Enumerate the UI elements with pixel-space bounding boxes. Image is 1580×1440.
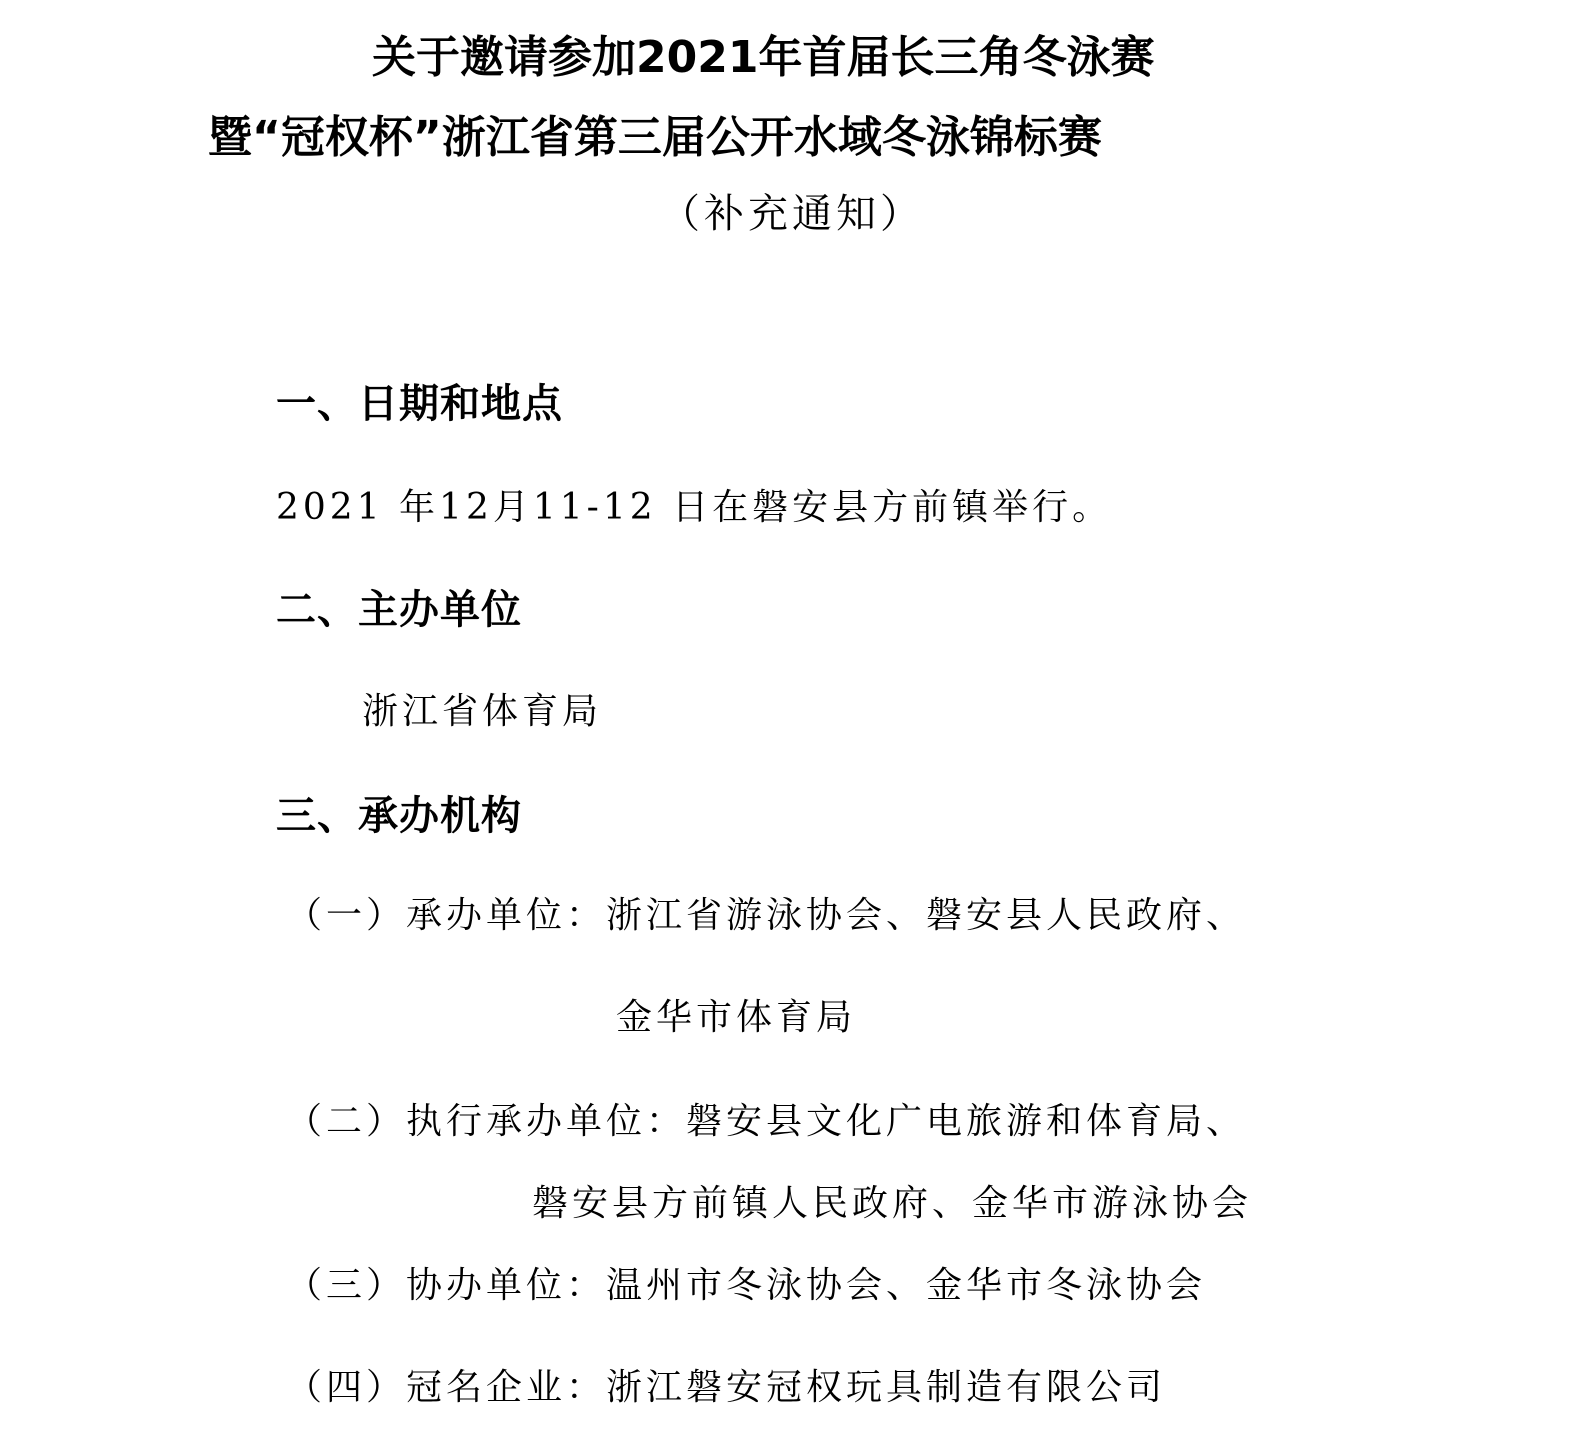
section-heading-host: 二、主办单位 (276, 587, 522, 633)
organizer-item-1-line1: （一）承办单位：浙江省游泳协会、磐安县人民政府、 (286, 895, 1247, 936)
document-title-line1: 关于邀请参加2021年首届长三角冬泳赛 (372, 32, 1155, 83)
section-heading-organizers: 三、承办机构 (276, 793, 522, 839)
section-heading-date-location: 一、日期和地点 (276, 381, 563, 427)
organizer-item-1-line2: 金华市体育局 (616, 997, 857, 1038)
organizer-item-2-line2: 磐安县方前镇人民政府、金华市游泳协会 (532, 1183, 1253, 1224)
organizer-item-3: （三）协办单位：温州市冬泳协会、金华市冬泳协会 (286, 1265, 1207, 1306)
host-organization-text: 浙江省体育局 (362, 691, 603, 732)
document-subtitle: （补充通知） (660, 191, 924, 237)
document-title-line2: 暨“冠权杯”浙江省第三届公开水域冬泳锦标赛 (208, 112, 1102, 163)
organizer-item-2-line1: （二）执行承办单位：磐安县文化广电旅游和体育局、 (286, 1101, 1247, 1142)
date-location-text: 2021 年12月11-12 日在磐安县方前镇举行。 (276, 487, 1113, 528)
organizer-item-4: （四）冠名企业：浙江磐安冠权玩具制造有限公司 (286, 1367, 1167, 1408)
